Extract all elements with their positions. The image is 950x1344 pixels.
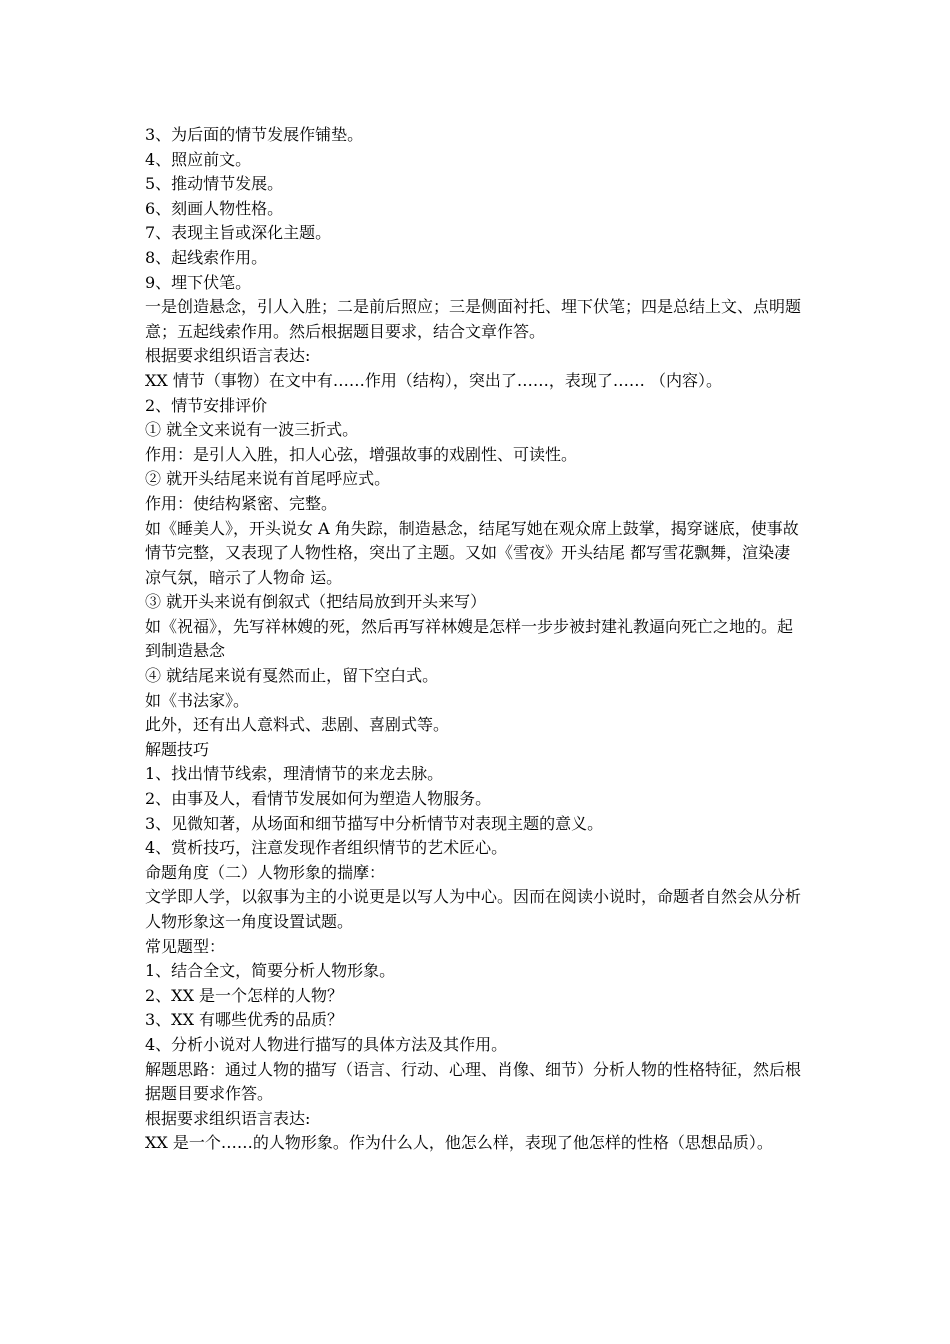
paragraph: 7、表现主旨或深化主题。 [145, 223, 332, 243]
paragraph: 4、赏析技巧，注意发现作者组织情节的艺术匠心。 [145, 838, 508, 858]
paragraph: 2、XX 是一个怎样的人物？ [145, 985, 344, 1005]
paragraph: 一是创造悬念，引人入胜；二是前后照应；三是侧面衬托、埋下伏笔；四是总结上文、点明题意；五起线索作用。然后根据题目要求，结合文章作答。 [145, 297, 802, 341]
paragraph: 8、起线索作用。 [145, 247, 268, 267]
paragraph: 5、推动情节发展。 [145, 174, 284, 194]
paragraph: 根据要求组织语言表达: [145, 1108, 311, 1128]
paragraph: 作用：使结构紧密、完整。 [145, 493, 338, 513]
paragraph: 4、分析小说对人物进行描写的具体方法及其作用。 [145, 1034, 508, 1054]
paragraph: ② 就开头结尾来说有首尾呼应式。 [145, 469, 391, 489]
paragraph: 作用：是引人入胜，扣人心弦，增强故事的戏剧性、可读性。 [145, 444, 578, 464]
paragraph: 4、照应前文。 [145, 149, 252, 169]
paragraph: 此外，还有出人意料式、悲剧、喜剧式等。 [145, 715, 450, 735]
section-heading: 命题角度（二）人物形象的揣摩： [145, 862, 386, 882]
paragraph: 解题思路：通过人物的描写（语言、行动、心理、肖像、细节）分析人物的性格特征，然后根据题目要求作答。 [145, 1059, 802, 1104]
paragraph: 2、由事及人，看情节发展如何为塑造人物服务。 [145, 789, 492, 809]
paragraph: ① 就全文来说有一波三折式。 [145, 420, 359, 440]
section-heading: 常见题型： [145, 936, 226, 956]
paragraph: 1、找出情节线索，理清情节的来龙去脉。 [145, 764, 444, 784]
paragraph: ③ 就开头来说有倒叙式（把结局放到开头来写） [145, 592, 487, 612]
paragraph: XX 情节（事物）在文中有……作用（结构），突出了……，表现了…… （内容）。 [145, 370, 722, 390]
section-heading: 解题技巧 [145, 739, 210, 759]
paragraph: 文学即人学，以叙事为主的小说更是以写人为中心。因而在阅读小说时，命题者自然会从分析人物形象这一角度设置试题。 [145, 887, 802, 931]
paragraph: XX 是一个……的人物形象。作为什么人，他怎么样，表现了他怎样的性格（思想品质）。 [145, 1133, 773, 1153]
paragraph: 2、情节安排评价 [145, 395, 268, 415]
paragraph: 如《睡美人》，开头说女 A 角失踪，制造悬念，结尾写她在观众席上鼓掌，揭穿谜底，使事故情节完整，又表现了人物性格，突出了主题。又如《雪夜》开头结尾 都写雪花飘舞，渲染凄凉气氛，暗示了人物命 运。 [145, 518, 799, 587]
paragraph: 9、埋下伏笔。 [145, 272, 252, 292]
paragraph: 3、见微知著，从场面和细节描写中分析情节对表现主题的意义。 [145, 813, 604, 833]
document-body [145, 123, 805, 1156]
paragraph: 1、结合全文，简要分析人物形象。 [145, 961, 396, 981]
paragraph: 3、为后面的情节发展作铺垫。 [145, 125, 364, 144]
paragraph: 根据要求组织语言表达: [145, 346, 311, 366]
paragraph: 3、XX 有哪些优秀的品质？ [145, 1010, 344, 1030]
paragraph: 6、刻画人物性格。 [145, 198, 284, 218]
paragraph: ④ 就结尾来说有戛然而止，留下空白式。 [145, 666, 439, 686]
paragraph: 如《书法家》。 [145, 690, 250, 710]
paragraph: 如《祝福》，先写祥林嫂的死，然后再写祥林嫂是怎样一步步被封建礼教逼向死亡之地的。起到制造悬念 [145, 616, 794, 661]
